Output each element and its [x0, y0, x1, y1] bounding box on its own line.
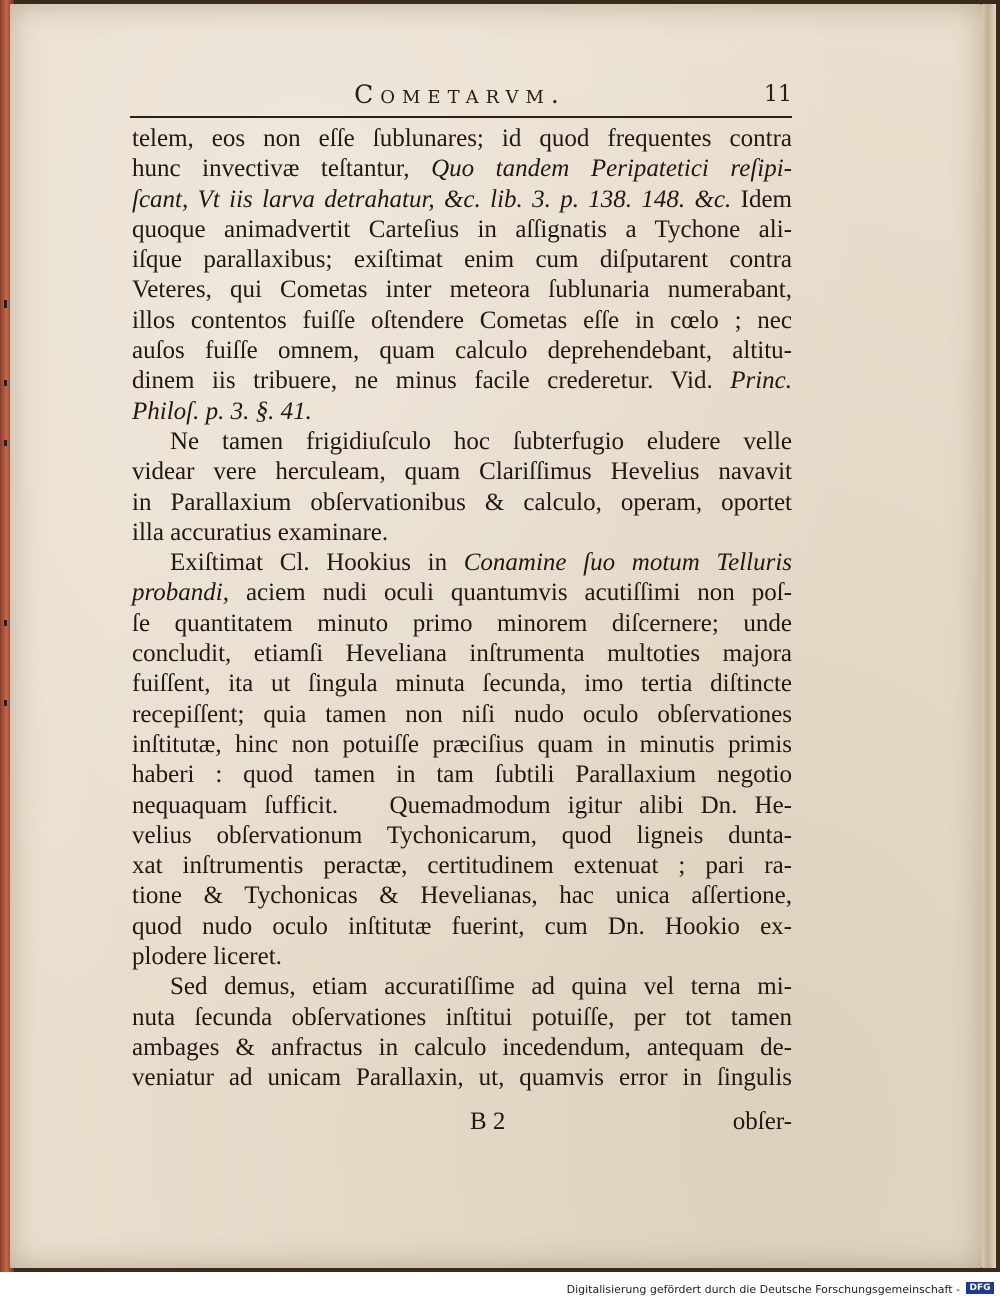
text-line	[132, 306, 792, 336]
text-segment: Sed demus, etiam accuratiſſime ad quina vel terna mi-	[170, 973, 792, 1001]
body-text	[132, 124, 792, 1094]
text-line	[132, 366, 792, 396]
italic-text: ſcant, Vt iis larva detrahatur, &c. lib. 3. p. 138. 148. &c.	[132, 185, 732, 213]
header-rule	[130, 116, 792, 118]
text-segment: recepiſſent; quia tamen non niſi nudo oculo obſervationes	[132, 700, 792, 728]
text-line	[132, 1003, 792, 1033]
text-segment: tione & Tychonicas & Hevelianas, hac unica aſſertione,	[132, 882, 792, 910]
text-segment: veniatur ad unicam Parallaxin, ut, quamvis error in ſingulis	[132, 1064, 792, 1092]
page-edge	[982, 4, 996, 1268]
text-segment: ambages & anfractus in calculo incedendum, antequam de-	[132, 1033, 792, 1061]
text-segment: xat inſtrumentis peractæ, certitudinem extenuat ; pari ra-	[132, 852, 792, 880]
text-line	[132, 518, 792, 548]
margin-mark	[4, 300, 7, 308]
italic-text: probandi,	[132, 579, 229, 607]
text-line	[132, 912, 792, 942]
running-header	[130, 80, 790, 116]
text-line	[132, 851, 792, 881]
text-line	[132, 821, 792, 851]
text-line	[132, 275, 792, 305]
text-segment: hunc invectivæ teſtantur,	[132, 155, 432, 183]
text-line	[132, 942, 792, 972]
text-segment: quod nudo oculo inſtitutæ fuerint, cum Dn. Hookio ex-	[132, 912, 792, 940]
text-line	[132, 972, 792, 1002]
text-segment: ſe quantitatem minuto primo minorem diſcernere; unde	[132, 609, 792, 637]
text-line	[132, 548, 792, 578]
italic-text: Conamine ſuo motum Telluris	[463, 549, 792, 577]
text-segment: nuta ſecunda obſervationes inſtitui potuiſſe, per tot tamen	[132, 1003, 792, 1031]
text-line	[132, 185, 792, 215]
text-segment: dinem iis tribuere, ne minus facile crederetur. Vid.	[132, 367, 731, 395]
credit-text: Digitalisierung gefördert durch die Deutsche Forschungsgemeinschaft -	[566, 1283, 960, 1296]
margin-mark	[4, 380, 7, 386]
text-segment: Ne tamen frigidiuſculo hoc ſubterfugio eludere velle	[170, 427, 792, 455]
signature-mark: B 2	[470, 1108, 506, 1135]
text-segment: nequaquam ſufficit. Quemadmodum igitur alibi Dn. He-	[132, 791, 792, 819]
text-line	[132, 336, 792, 366]
text-line	[132, 427, 792, 457]
text-segment: telem, eos non eſſe ſublunares; id quod frequentes contra	[132, 125, 792, 152]
text-line	[132, 245, 792, 275]
catchword: obſer-	[732, 1108, 792, 1135]
text-line	[132, 488, 792, 518]
text-segment: Veteres, qui Cometas inter meteora ſublunaria numerabant,	[132, 276, 792, 304]
text-line	[132, 760, 792, 790]
text-line	[132, 397, 792, 427]
text-line	[132, 124, 792, 154]
margin-mark	[4, 440, 7, 446]
margin-mark	[4, 620, 7, 626]
text-segment: illos contentos fuiſſe oſtendere Cometas eſſe in cœlo ; nec	[132, 306, 792, 334]
text-segment: videar vere herculeam, quam Clariſſimus Hevelius navavit	[132, 458, 792, 486]
text-segment: iſque parallaxibus; exiſtimat enim cum diſputarent contra	[132, 246, 792, 274]
text-segment: velius obſervationum Tychonicarum, quod ligneis dunta-	[132, 821, 792, 849]
text-line	[132, 154, 792, 184]
text-segment: fuiſſent, ita ut ſingula minuta ſecunda, imo tertia diſtincte	[132, 670, 792, 698]
italic-text: Quo tandem Peripatetici reſipi-	[431, 155, 792, 183]
text-line	[132, 700, 792, 730]
text-segment: plodere liceret.	[132, 943, 282, 971]
text-segment: auſos fuiſſe omnem, quam calculo deprehendebant, altitu-	[132, 337, 792, 365]
text-line	[132, 457, 792, 487]
text-line	[132, 1063, 792, 1093]
text-segment: illa accuratius examinare.	[132, 518, 389, 546]
text-line	[132, 791, 792, 821]
text-segment: concludit, etiamſi Heveliana inſtrumenta multoties majora	[132, 640, 792, 668]
italic-text: Philoſ. p. 3. §. 41.	[132, 397, 312, 425]
text-segment: in Parallaxium obſervationibus & calculo, operam, oportet	[132, 488, 792, 516]
margin-mark	[4, 700, 7, 706]
text-segment: aciem nudi oculi quantumvis acutiſſimi non poſ-	[229, 579, 792, 607]
text-line	[132, 578, 792, 608]
text-line	[132, 881, 792, 911]
text-segment: quoque animadvertit Carteſius in aſſignatis a Tychone ali-	[132, 215, 792, 243]
running-title: Cometarvm.	[354, 80, 566, 109]
text-line	[132, 730, 792, 760]
text-line	[132, 609, 792, 639]
page-number: 11	[764, 82, 792, 107]
text-segment: Exiſtimat Cl. Hookius in	[170, 549, 464, 577]
text-line	[132, 215, 792, 245]
text-segment: inſtitutæ, hinc non potuiſſe præciſius quam in minutis primis	[132, 730, 792, 758]
italic-text: Princ.	[730, 367, 792, 395]
text-line	[132, 639, 792, 669]
text-segment: haberi : quod tamen in tam ſubtili Parallaxium negotio	[132, 761, 792, 789]
page-footer	[132, 1108, 792, 1138]
text-line	[132, 669, 792, 699]
text-segment: Idem	[731, 185, 792, 213]
dfg-logo: DFG	[966, 1282, 994, 1294]
text-line	[132, 1033, 792, 1063]
